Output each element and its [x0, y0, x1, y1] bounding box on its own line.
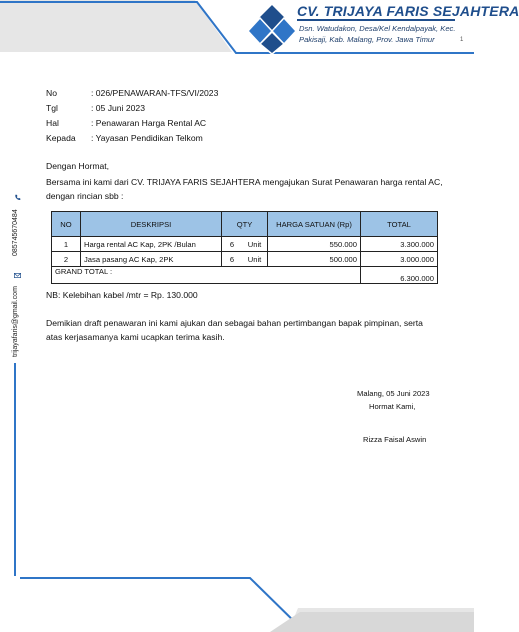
company-address-line2: Pakisaji, Kab. Malang, Prov. Jawa Timur [299, 35, 435, 44]
signature-salutation: Hormat Kami, [369, 402, 416, 411]
row-qty: 6 [222, 252, 243, 267]
phone-icon [14, 188, 21, 206]
intro-line1: Bersama ini kami dari CV. TRIJAYA FARIS SEJAHTERA mengajukan Surat Penawaran harga rental AC, [46, 177, 443, 187]
row-qty: 6 [222, 237, 243, 252]
meta-kepada-value: : Yayasan Pendidikan Telkom [91, 133, 203, 143]
meta-tgl-label: Tgl [46, 103, 58, 113]
row-deskripsi: Jasa pasang AC Kap, 2PK [81, 252, 222, 267]
row-harga: 500.000 [268, 252, 361, 267]
closing-line2: atas kerjasamanya kami ucapkan terima kasih. [46, 332, 225, 342]
grand-total-value: 6.300.000 [361, 267, 438, 284]
row-deskripsi: Harga rental AC Kap, 2PK /Bulan [81, 237, 222, 252]
signature-place-date: Malang, 05 Juni 2023 [357, 389, 430, 398]
company-address-line1: Dsn. Watudakon, Desa/Kel Kendalpayak, Kec. [299, 24, 456, 33]
meta-hal-value: : Penawaran Harga Rental AC [91, 118, 207, 128]
row-harga: 550.000 [268, 237, 361, 252]
meta-hal-label: Hal [46, 118, 59, 128]
sidebar-phone: 085745670484 [12, 209, 19, 256]
page-marker: 1 [460, 37, 464, 43]
offer-table [51, 211, 438, 284]
email-icon [14, 266, 21, 284]
intro-line2: dengan rincian sbb : [46, 191, 124, 201]
table-header-row [52, 212, 438, 237]
grand-total-label: GRAND TOTAL : [52, 267, 361, 284]
meta-tgl-value: : 05 Juni 2023 [91, 103, 145, 113]
sidebar-rule [14, 363, 16, 576]
company-logo [248, 4, 296, 54]
meta-kepada-label: Kepada [46, 133, 76, 143]
sidebar-email: trijayafaris@gmail.com [12, 286, 19, 357]
nb-note: NB: Kelebihan kabel /mtr = Rp. 130.000 [46, 290, 198, 300]
row-unit: Unit [242, 252, 268, 267]
table-row [52, 237, 438, 252]
table-row [52, 252, 438, 267]
row-unit: Unit [242, 237, 268, 252]
header-no: NO [52, 212, 81, 237]
row-total: 3.300.000 [361, 237, 438, 252]
company-name: CV. TRIJAYA FARIS SEJAHTERA [297, 3, 519, 19]
meta-no-value: : 026/PENAWARAN-TFS/VI/2023 [91, 88, 219, 98]
meta-no-label: No [46, 88, 57, 98]
header-qty: QTY [222, 212, 268, 237]
header-harga: HARGA SATUAN (Rp) [268, 212, 361, 237]
closing-line1: Demikian draft penawaran ini kami ajukan dan sebagai bahan pertimbangan bapak pimpinan, serta [46, 318, 423, 328]
grand-total-row [52, 267, 438, 284]
row-no: 2 [52, 252, 81, 267]
row-total: 3.000.000 [361, 252, 438, 267]
company-name-underline [297, 19, 455, 21]
header-total: TOTAL [361, 212, 438, 237]
greeting: Dengan Hormat, [46, 161, 110, 171]
signature-name: Rizza Faisal Aswin [363, 435, 427, 444]
row-no: 1 [52, 237, 81, 252]
header-deskripsi: DESKRIPSI [81, 212, 222, 237]
